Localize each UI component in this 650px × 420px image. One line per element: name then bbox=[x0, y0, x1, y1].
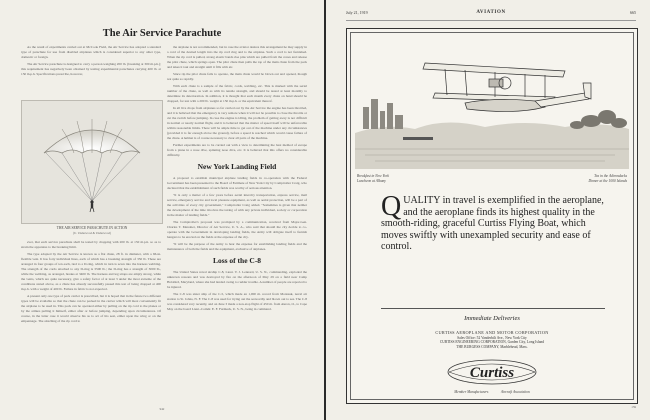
body-paragraph: In all live drops from airplanes so far carried out by the Air Service the engine has been throttled, and it is believed that the emergency is very remote when it will not be possible to close the throttle or cut the switch before jumping. In case the engine is idling, the problem of getting away is not difficult in normal or nearly normal flight, and it is believed that the matter of speed itself will be unfavorable within reasonable limits. There will be ample time to get out of the machine under any circumstances (provided it is far enough above the ground), before a speed is reached which would cause failure of the chute. A helmet is of course necessary to clear all parts of the machine. bbox=[167, 105, 307, 141]
ad-headline bbox=[381, 191, 607, 253]
ad-divider bbox=[381, 308, 605, 309]
company-block bbox=[351, 331, 633, 349]
company-subsidiary: CURTISS ENGINEERING CORPORATION, Garden City, Long Island bbox=[439, 340, 545, 345]
ad-headline-text: UALITY in travel is exemplified in the aeroplane, and the aeroplane finds its highest quality in the smooth-riding, graceful Curtiss Flying Boat, which moves swiftly with unexampled security and ease of control. bbox=[381, 195, 604, 253]
photo-credit: (U. Underwood & Underwood) bbox=[73, 231, 111, 235]
member-line bbox=[351, 390, 633, 394]
ad-tagline: Immediate Deliveries bbox=[464, 315, 520, 322]
issue-date: July 21, 1919 bbox=[346, 10, 368, 15]
right-page bbox=[326, 0, 650, 420]
body-paragraph: The type adopted by the Air Service is known as a flat chute, 28 ft. in diameter, with a 66-in. flexible vent. It has forty individual lines, each of which has a breaking strength of 350 lb. These are arranged in four groups of ten each, tied to a D-ring, which in turn is sewn into the harness webbing. The strength of the cords attached to any D-ring is 3500 lb.; the D-ring has a strength of 3000 lb., while the webbing, as arranged, breaks at 3400 lb. The harness and leg straps are amply strong, while the vents, which are quite necessary, give a safety factor of at least 3 under the most extreme of the conditions stated above, as a chute has already successfully passed this test of being dropped at 400 m.p.h. with a weight of 400 lb. Failure in fabric is not expected. bbox=[21, 251, 161, 292]
caption-right-line2: Dinner at the 1000 Islands bbox=[588, 178, 627, 183]
body-paragraph: ever, that each service parachute shall be tested by dropping with 200 lb. at 150 m.p.h. so as to strain the apparatus to the breaking limit. bbox=[21, 240, 161, 250]
section-title-landing-field: New York Landing Field bbox=[197, 161, 277, 171]
logo-text: Curtiss bbox=[469, 365, 515, 381]
intro-paragraph: The Air Service parachute is designed to carry a person weighing 200 lb. (breaking at 300 m.p.h.); this requirement has negatively been obtained by testing experimental parachutes carrying 400 lb. at 150 m.p.h. Specifications prescribe, however, bbox=[21, 61, 161, 76]
body-paragraph: The United States naval airship C-8, Lieut. V. J. Lennard, U. S. N., commanding, exploded the unknown reasons and was destroyed by fire on the afternoon of May 29 on a field near Camp Holabird, Maryland, where she had landed owing to rudder trouble. A number of people are reported to be injured. bbox=[167, 269, 308, 290]
body-paragraph: A proposal to establish municipal airplane landing fields in co-operation with the Federal Government has been presented to the Board of Estimate of New York City by Comptroller Craig, who declared that the establishment of such fields was worthy of serious attention. bbox=[167, 175, 307, 191]
photo-caption bbox=[21, 226, 163, 236]
left-page bbox=[0, 0, 324, 420]
member-right: Aircraft Association bbox=[500, 390, 530, 394]
left-page-number: 942 bbox=[159, 407, 165, 411]
company-subsidiary: THE BURGESS COMPANY, Marblehead, Mass. bbox=[456, 344, 528, 349]
section-title-c8: Loss of the C-8 bbox=[212, 255, 262, 265]
parachute-photo bbox=[21, 100, 163, 224]
curtiss-advertisement bbox=[346, 28, 638, 404]
caption-right-line1: Tea in the Adirondacks bbox=[594, 174, 627, 178]
body-paragraph: "It is only a matter of a few years before aerial intercity transportation, express service, mail service, emergency service and local pleasure equipment, as well as aerial protection, will be a part of the activities of every city government," Comptroller Craig added. "Sometimes is given that neither the development of the time involves the taxing of with any private individual, society or corporation in the matter of landing fields." bbox=[167, 192, 307, 218]
right-page-number: 665 bbox=[630, 10, 636, 15]
intro-paragraph: As the result of experiments carried out at McCook Field, the Air Service has adopted a standard type of parachute for use from disabled airplanes which is considered superior to any other type, domestic or foreign. bbox=[21, 45, 161, 60]
body-paragraph: With each chute is a sample of the fabric, cords, webbing, etc. This is marked with the serial number of the chute, as well as with its tensile strength, and should be tested at least monthly to determine its deterioration. In addition, it is thought that each month every chute on hand should be dropped, for test with a 200 lb. weight at 150 m.p.h. or the equivalent thereof. bbox=[167, 83, 307, 103]
photo-caption-title: THE AIR SERVICE PARACHUTE IN ACTION bbox=[56, 226, 128, 230]
journal-name: AVIATION bbox=[476, 10, 506, 15]
body-paragraph: A present only one type of pack carrier is prescribed, but it is hoped that in the future two different types will be available so that the chute can be packed in the carrier which will most conveniently fit the airplane to be used in. This pack can be operated either by pulling on the rip cord to the planes or by the armies pulling it himself, either after or before jumping, depending upon circumstances. Of course, in the latter case it would observe his as to act of his seat, either upon the wing or on the empennage. The attaching of the rip cord to bbox=[21, 293, 161, 324]
caption-right bbox=[588, 174, 627, 184]
company-name: CURTISS AEROPLANE AND MOTOR CORPORATION bbox=[435, 330, 549, 335]
body-paragraph: "It will be the purpose of the Army to bear the expense for establishing landing fields and the maintenance of both the fields and the equipment, exclusive of airplanes. bbox=[167, 241, 307, 251]
body-paragraph: Further experiments are to be carried out with a view to determining the best method of escape from a plane in a nose dive, spinning nose dive, etc. It is believed that this offers no considerable difficulty. bbox=[167, 142, 307, 157]
right-page-footer: 159 bbox=[631, 405, 636, 409]
column-1-lower bbox=[21, 240, 161, 326]
running-header bbox=[346, 10, 636, 21]
body-paragraph: the airplane is not recommended, but in case the aviator desires this arrangement he may supply in a cord of the desired length into the rip cord ring and to the airplane. Such a cord is not furnished. When the rip cord is pulled, strong elastic bands rise pins which are pulled from the cones and release the pilot chute, which springs open. The pilot chute then pulls the top of the main chute from the pack and takes it taut and straight until it fills with air. bbox=[167, 45, 307, 70]
caption-left bbox=[357, 174, 389, 184]
body-paragraph: Since rip the pilot chute fails to operate, the main chute would be blown out and opened, though not quite so rapidly. bbox=[167, 71, 307, 82]
body-paragraph: The Comptroller's proposal was prompted by a communication, received from Major-Gen. Charles T. Menoher, Director of Air Service, U. S. A., who said that should the city decide to co-operate with the Government in developing landing fields, the Army will obligate itself to furnish hangars to be erected on the fields at the expense of the city. bbox=[167, 219, 307, 239]
caption-left-line1: Breakfast in New York bbox=[357, 174, 389, 178]
drop-cap: Q bbox=[381, 191, 402, 222]
column-2 bbox=[167, 45, 307, 314]
company-address: Sales Office: 52 Vanderbilt Ave., New York City bbox=[457, 335, 527, 340]
ad-inner-frame bbox=[350, 32, 634, 400]
member-left: Member Manufacturers bbox=[454, 390, 489, 394]
curtiss-logo bbox=[445, 358, 539, 386]
intro-text bbox=[21, 45, 161, 79]
flying-boat-illustration bbox=[355, 37, 629, 169]
body-paragraph: The C-8 was sister ship of the C-5, which made an 1,000 m. record from Montauk, naval air station to St. Johns, N. F. The C-8 was used for trying out the seaworthy and blown out to sea. The C-8 was considered very recently, and on June 3 made a non-stop flight of 450 m. from Akron, O., to Cape May on the board Lieut.-Comdr. E. F. Furmack, U. S. N., being in command. bbox=[167, 291, 307, 311]
caption-left-line2: Luncheon at Albany bbox=[357, 178, 386, 183]
article-title: The Air Service Parachute bbox=[102, 28, 222, 39]
